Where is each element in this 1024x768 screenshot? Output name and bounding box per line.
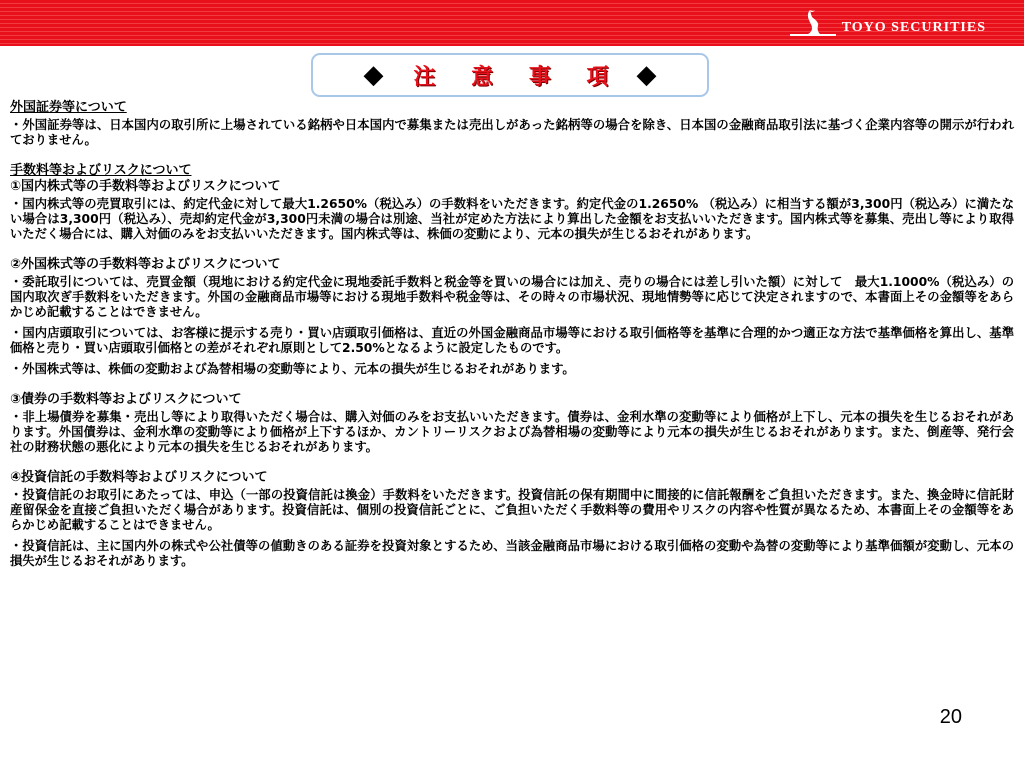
notice-content	[10, 100, 1014, 569]
page-number: 20	[939, 706, 962, 728]
subsection-heading-domestic-stock: ①国内株式等の手数料等およびリスクについて	[10, 179, 281, 194]
paragraph: ・投資信託のお取引にあたっては、申込（一部の投資信託は換金）手数料をいただきます。投資信託の保有期間中に間接的に信託報酬をご負担いただきます。また、換金時に信託財産留保金を直接ご負担いただく場合があります。投資信託は、個別の投資信託ごとに、ご負担いただく手数料等の費用やリスクの内容や性質が異なるため、本書面上その金額等をあらかじめ記載することはできません。	[10, 488, 1014, 532]
subsection-heading-bonds: ③債券の手数料等およびリスクについて	[10, 392, 242, 407]
crane-bird-logo-icon	[788, 8, 838, 40]
subsection-heading-foreign-stock: ②外国株式等の手数料等およびリスクについて	[10, 257, 281, 272]
paragraph: ・委託取引については、売買金額（現地における約定代金に現地委託手数料と税金等を買いの場合には加え、売りの場合には差し引いた額）に対して 最大1.1000%（税込み）の国内取次ぎ手数料をいただきます。外国の金融商品市場等における現地手数料や税金等は、その時々の市場状況、現地情勢等に応じて決定されますので、本書面上その金額等をあらかじめ記載することはできません。	[10, 275, 1014, 319]
paragraph: ・投資信託は、主に国内外の株式や公社債等の値動きのある証券を投資対象とするため、当該金融商品市場における取引価格の変動や為替の変動等により基準価額が変動し、元本の損失が生じるおそれがあります。	[10, 539, 1014, 568]
subsection-heading-investment-trust: ④投資信託の手数料等およびリスクについて	[10, 470, 268, 485]
brand-name: TOYO SECURITIES	[841, 20, 986, 35]
brand-logo	[788, 9, 986, 39]
paragraph: ・国内店頭取引については、お客様に提示する売り・買い店頭取引価格は、直近の外国金融商品市場等における取引価格等を基準に合理的かつ適正な方法で基準価格を算出し、基準価格と売り・買い店頭取引価格との差がそれぞれ原則として2.50%となるように設定したものです。	[10, 326, 1014, 355]
section-heading-foreign: 外国証券等について	[10, 100, 127, 115]
paragraph: ・外国証券等は、日本国内の取引所に上場されている銘柄や日本国内で募集または売出しがあった銘柄等の場合を除き、日本国の金融商品取引法に基づく企業内容等の開示が行われておりません。	[10, 118, 1014, 147]
section-heading-fees: 手数料等およびリスクについて	[10, 163, 192, 178]
paragraph: ・非上場債券を募集・売出し等により取得いただく場合は、購入対価のみをお支払いいただきます。債券は、金利水準の変動等により価格が上下し、元本の損失を生じるおそれがあります。外国債券は、金利水準の変動等により価格が上下するほか、カントリーリスクおよび為替相場の変動等により元本の損失が生じるおそれがあります。また、倒産等、発行会社の財務状態の悪化により元本の損失を生じるおそれがあります。	[10, 410, 1014, 454]
diamond-icon: ◆	[636, 60, 657, 90]
diamond-icon: ◆	[363, 60, 384, 90]
paragraph: ・外国株式等は、株価の変動および為替相場の変動等により、元本の損失が生じるおそれがあります。	[10, 362, 575, 376]
page-title: 注 意 事 項	[413, 64, 623, 90]
paragraph: ・国内株式等の売買取引には、約定代金に対して最大1.2650%（税込み）の手数料をいただきます。約定代金の1.2650% （税込み）に相当する額が3,300円（税込み）に満たない場合は3,300円（税込み）、売却約定代金が3,300円未満の場合は別途、当社が定めた方法により算出した金額をお支払いいただきます。国内株式等を募集、売出し等により取得いただく場合には、購入対価のみをお支払いいただきます。国内株式等は、株価の変動により、元本の損失が生じるおそれがあります。	[10, 197, 1014, 241]
title-box	[311, 53, 709, 97]
